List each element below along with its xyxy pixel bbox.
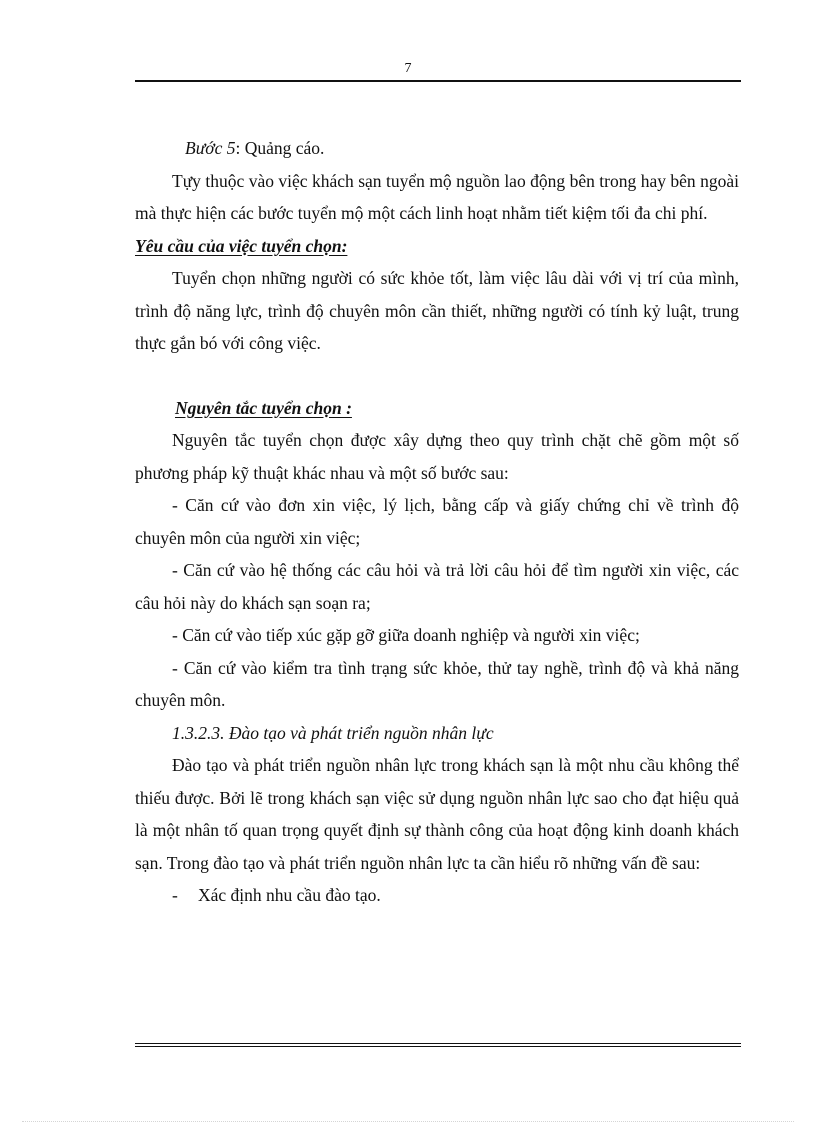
criteria-item: - Căn cứ vào hệ thống các câu hỏi và trả lời câu hỏi để tìm người xin việc, các câu hỏi này do khách sạn soạn ra;	[135, 560, 739, 613]
paragraph-training: Đào tạo và phát triển nguồn nhân lực trong khách sạn là một nhu cầu không thể thiếu được. Bởi lẽ trong khách sạn việc sử dụng nguồn nhân lực sao cho đạt hiệu quả là một nhân tố quan trọng quyết định sự thành công của hoạt động kinh doanh khách sạn. Trong đào tạo và phát triển nguồn nhân lực ta cần hiểu rõ những vấn đề sau:	[135, 755, 739, 873]
footer-rule	[135, 1043, 741, 1047]
heading-principles-text: Nguyên tắc tuyển chọn :	[175, 397, 352, 418]
heading-requirements-text: Yêu cầu của việc tuyển chọn:	[135, 235, 348, 256]
paragraph-recruitment-flexibility: Tựy thuộc vào việc khách sạn tuyển mộ nguồn lao động bên trong hay bên ngoài mà thực hiện các bước tuyển mộ một cách linh hoạt nhằm tiết kiệm tối đa chi phí.	[135, 170, 739, 223]
bullet-dash: -	[172, 885, 178, 905]
header-rule	[135, 80, 741, 82]
bullet-text: Xác định nhu cầu đào tạo.	[198, 885, 381, 905]
heading-requirements	[135, 230, 739, 263]
paragraph-requirements: Tuyển chọn những người có sức khỏe tốt, làm việc lâu dài với vị trí của mình, trình độ năng lực, trình độ chuyên môn cần thiết, những người có tính kỷ luật, trung thực gắn bó với công việc.	[135, 268, 739, 353]
criteria-item: - Căn cứ vào đơn xin việc, lý lịch, bằng cấp và giấy chứng chỉ về trình độ chuyên môn của người xin việc;	[135, 495, 739, 548]
page-number: 7	[404, 61, 412, 76]
criteria-item: - Căn cứ vào kiểm tra tình trạng sức khỏe, thử tay nghề, trình độ và khả năng chuyên môn.	[135, 657, 739, 710]
page-edge-dots	[22, 1121, 794, 1122]
step-5-line	[135, 132, 739, 165]
paragraph-principles: Nguyên tắc tuyển chọn được xây dựng theo quy trình chặt chẽ gồm một số phương pháp kỹ thuật khác nhau và một số bước sau:	[135, 430, 739, 483]
subsection-title: 1.3.2.3. Đào tạo và phát triển nguồn nhân lực	[172, 722, 494, 743]
step-5-label: Bước 5	[185, 138, 236, 158]
step-5-text: : Quảng cáo.	[235, 138, 325, 158]
bullet-item	[135, 879, 739, 912]
criteria-item: - Căn cứ vào tiếp xúc gặp gỡ giữa doanh nghiệp và người xin việc;	[172, 625, 640, 645]
heading-principles	[135, 392, 739, 425]
document-body	[135, 132, 739, 912]
